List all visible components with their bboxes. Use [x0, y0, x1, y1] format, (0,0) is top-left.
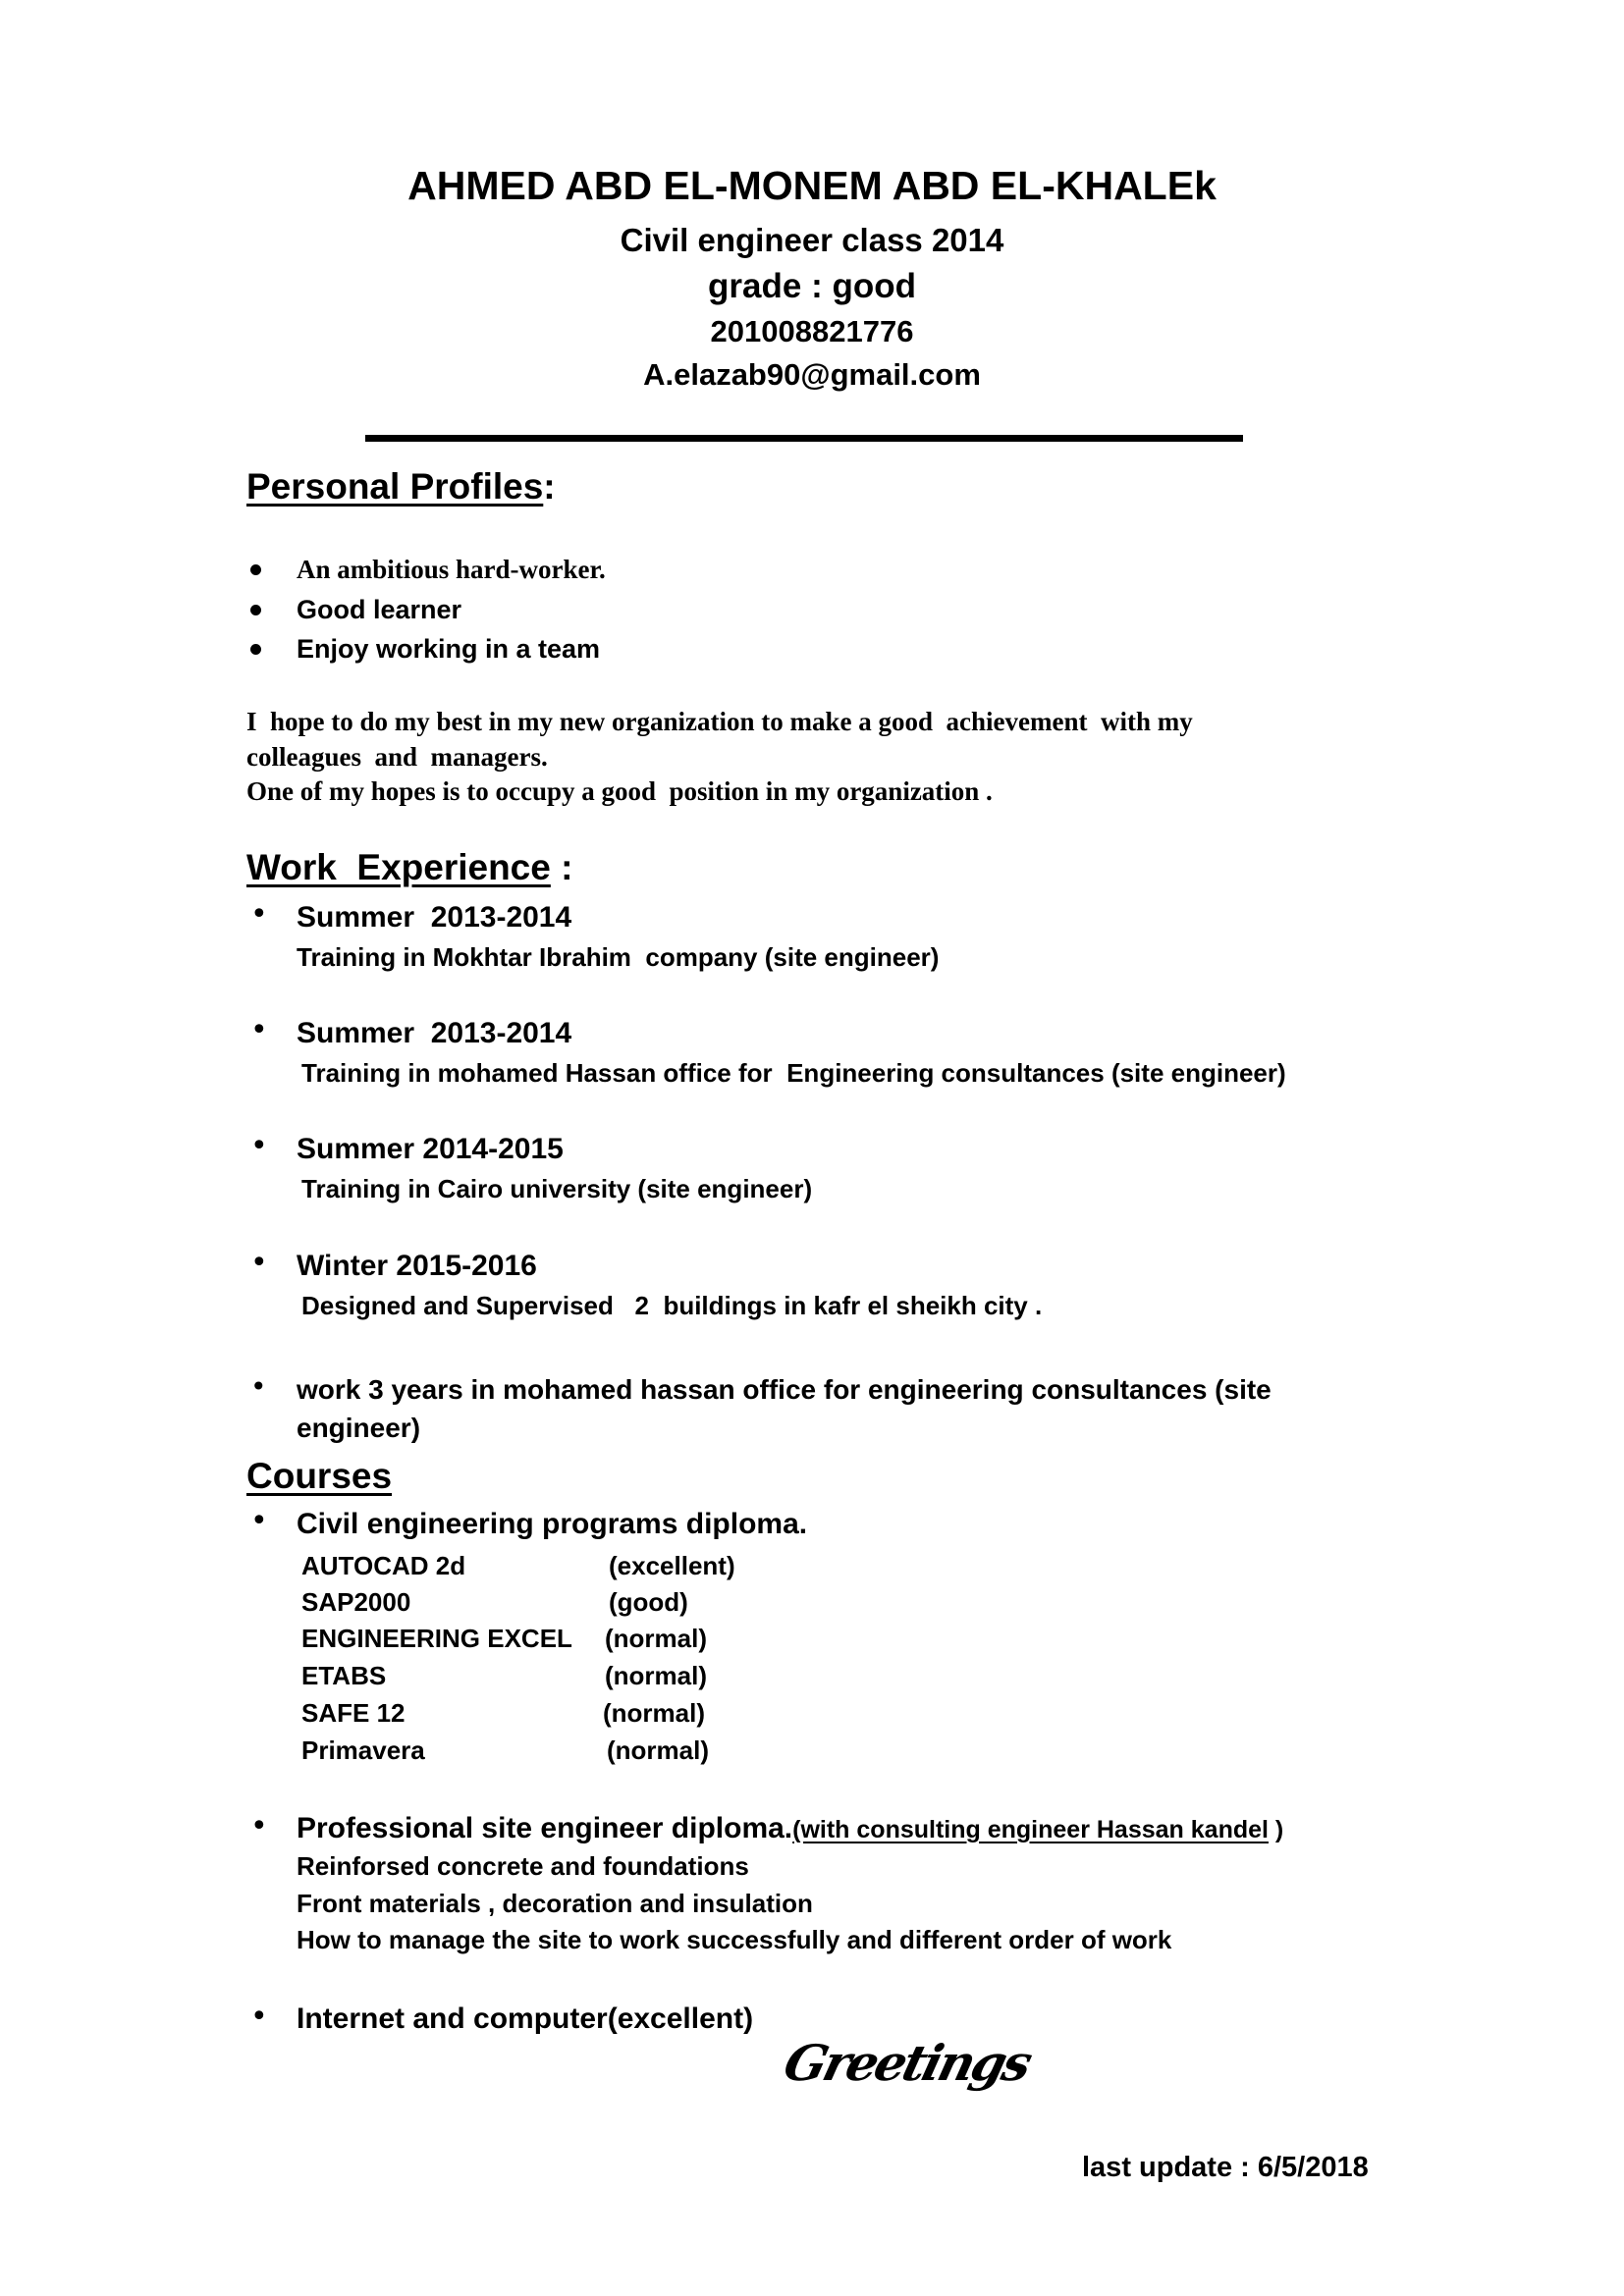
candidate-name: AHMED ABD EL-MONEM ABD EL-KHALEk [407, 163, 1217, 208]
bullet-icon [250, 564, 261, 575]
skill-name: AUTOCAD 2d [301, 1551, 466, 1580]
work-item-title: Summer 2013-2014 [297, 1017, 572, 1049]
work-item-title: Summer 2014-2015 [297, 1133, 564, 1165]
skill-name: ETABS [301, 1661, 387, 1690]
work-item-title: Summer 2013-2014 [297, 901, 572, 934]
skill-level: (normal) [603, 1698, 705, 1728]
diploma-instructor-note: (with consulting engineer Hassan kandel [792, 1816, 1269, 1843]
bullet-icon: • [250, 1013, 268, 1047]
work-item-detail: Training in Cairo university (site engineer) [301, 1174, 813, 1203]
work-item-detail: Training in mohamed Hassan office for Engineering consultances (site engineer) [301, 1058, 1286, 1088]
work-item-summary: work 3 years in mohamed hassan office for engineering consultances (site [297, 1374, 1272, 1405]
work-item-detail: Designed and Supervised 2 buildings in kafr el sheikh city . [301, 1291, 1043, 1320]
course-diploma: Professional site engineer diploma.(with consulting engineer Hassan kandel ) [297, 1812, 1284, 1844]
diploma-topic: Front materials , decoration and insulation [297, 1889, 813, 1918]
skill-level: (good) [609, 1587, 688, 1617]
work-item-detail: Training in Mokhtar Ibrahim company (site engineer) [297, 942, 940, 972]
profile-point: Enjoy working in a team [297, 634, 601, 664]
bullet-icon [250, 644, 261, 655]
skill-name: SAFE 12 [301, 1698, 406, 1728]
skill-level: (excellent) [609, 1551, 735, 1580]
course-computer: Internet and computer(excellent) [297, 2002, 754, 2035]
bullet-icon: • [250, 2000, 268, 2034]
bullet-icon [250, 605, 261, 615]
profile-paragraph-line: colleagues and managers. [246, 742, 548, 772]
skill-level: (normal) [605, 1624, 707, 1653]
bullet-icon: • [250, 1370, 267, 1403]
last-update-date: last update : 6/5/2018 [1082, 2152, 1369, 2183]
bullet-icon: • [250, 1129, 268, 1163]
bullet-icon: • [250, 1246, 268, 1280]
candidate-title: Civil engineer class 2014 [620, 222, 1004, 258]
skill-level: (normal) [605, 1661, 707, 1690]
skill-name: Primavera [301, 1735, 425, 1765]
profile-paragraph-line: I hope to do my best in my new organization to make a good achievement with my [246, 707, 1193, 736]
signature-greetings: Greetings [778, 2034, 1036, 2092]
profile-paragraph-line: One of my hopes is to occupy a good position in my organization . [246, 776, 993, 806]
skill-name: ENGINEERING EXCEL [301, 1624, 572, 1653]
header-divider [365, 435, 1243, 442]
work-item-summary: engineer) [297, 1413, 421, 1443]
section-heading-profile: Personal Profiles: [246, 466, 556, 507]
skill-name: SAP2000 [301, 1587, 411, 1617]
profile-point: An ambitious hard-worker. [297, 555, 606, 584]
work-item-title: Winter 2015-2016 [297, 1250, 537, 1282]
bullet-icon: • [250, 1504, 268, 1538]
candidate-grade: grade : good [708, 267, 916, 305]
section-heading-courses: Courses [246, 1456, 393, 1496]
candidate-phone: 201008821776 [710, 314, 914, 348]
candidate-email: A.elazab90@gmail.com [643, 357, 981, 392]
course-diploma: Civil engineering programs diploma. [297, 1508, 808, 1540]
section-heading-work: Work Experience : [246, 847, 573, 887]
diploma-topic: Reinforsed concrete and foundations [297, 1851, 749, 1881]
bullet-icon: • [250, 1809, 268, 1843]
diploma-topic: How to manage the site to work successfully and different order of work [297, 1925, 1172, 1954]
profile-point: Good learner [297, 595, 462, 624]
bullet-icon: • [250, 897, 268, 932]
skill-level: (normal) [607, 1735, 709, 1765]
